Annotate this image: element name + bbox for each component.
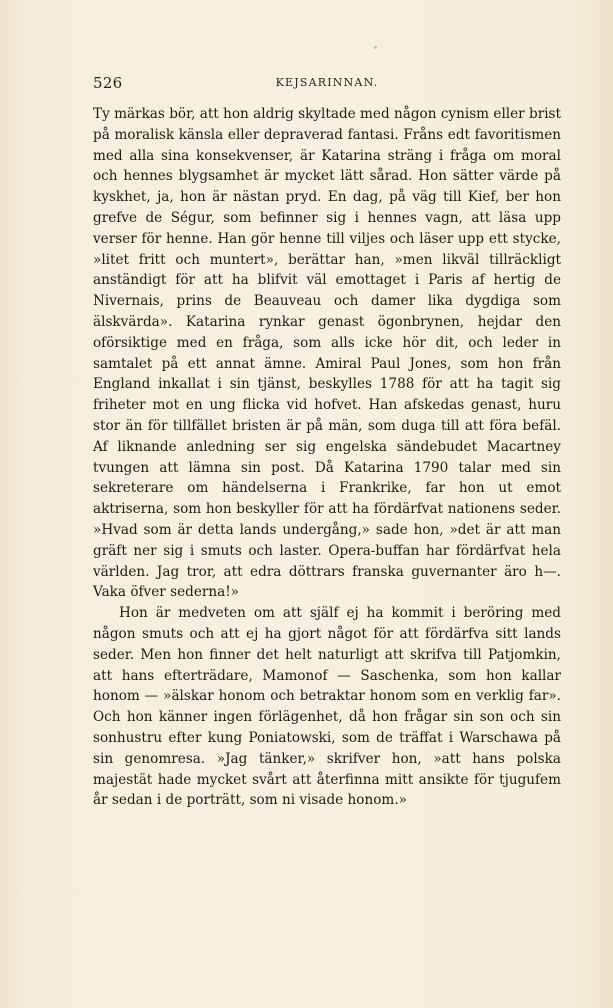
paragraph: Hon är medveten om att själf ej ha kommit i beröring med någon smuts och att ej ha gjort något för att fördärfva sitt lands seder. Men hon finner det helt naturligt att skrifva till Patjomkin, att hans efterträdare, Mamonof — Saschenka, som hon kallar honom — »älskar honom och betraktar honom som en verklig far». Och hon känner ingen förlägenhet, då hon frågar sin son och sin sonhustru efter kung Poniatowski, som de träffat i Warschawa på sin genomresa. »Jag tänker,» skrifver hon, »att hans polska majestät hade mycket svårt att återfinna mitt ansikte för tjugufem år sedan i de porträtt, som ni visade honom.» <box>93 605 561 809</box>
body-text <box>93 104 561 811</box>
paper-speck <box>374 46 377 49</box>
page-header <box>93 74 561 94</box>
paragraph: Ty märkas bör, att hon aldrig skyltade med någon cynism eller brist på moralisk känsla eller depraverad fantasi. Fråns edt favoritismen med alla sina konsekvenser, är Katarina sträng i fråga om moral och hennes blygsamhet är mycket lätt sårad. Hon sätter värde på kyskhet, ja, hon är nästan pryd. En dag, på väg till Kief, ber hon grefve de Ségur, som befinner sig i hennes vagn, att läsa upp verser för henne. Han gör henne till viljes och läser upp ett stycke, »litet fritt och muntert», berättar han, »men likväl tillräckligt anständigt för att ha blifvit väl emottaget i Paris af hertig de Nivernais, prins de Beauveau och damer lika dygdiga som älskvärda». Katarina rynkar genast ögonbrynen, hejdar den oförsiktige med en fråga, som alls icke hör dit, och leder in samtalet på ett annat ämne. Amiral Paul Jones, som hon från England inkallat i sin tjänst, beskylles 1788 för att ha tagit sig friheter mot en ung flicka vid hofvet. Han afskedas genast, huru stor än för tillfället bristen är på män, som duga till att föra befäl. Af liknande anledning ser sig engelska sändebudet Macartney tvungen att lämna sin post. Då Katarina 1790 talar med sin sekreterare om händelserna i Frankrike, far hon ut emot aktriserna, som hon beskyller för att ha fördärfvat nationens seder. »Hvad som är detta lands undergång,» sade hon, »det är att man gräft ner sig i smuts och laster. Opera-buffan har fördärfvat hela världen. Jag tror, att edra döttrars franska guvernanter äro h—. Vaka öfver sederna!» <box>93 106 561 601</box>
page-number: 526 <box>93 74 123 92</box>
running-head: KEJSARINNAN. <box>275 76 379 89</box>
